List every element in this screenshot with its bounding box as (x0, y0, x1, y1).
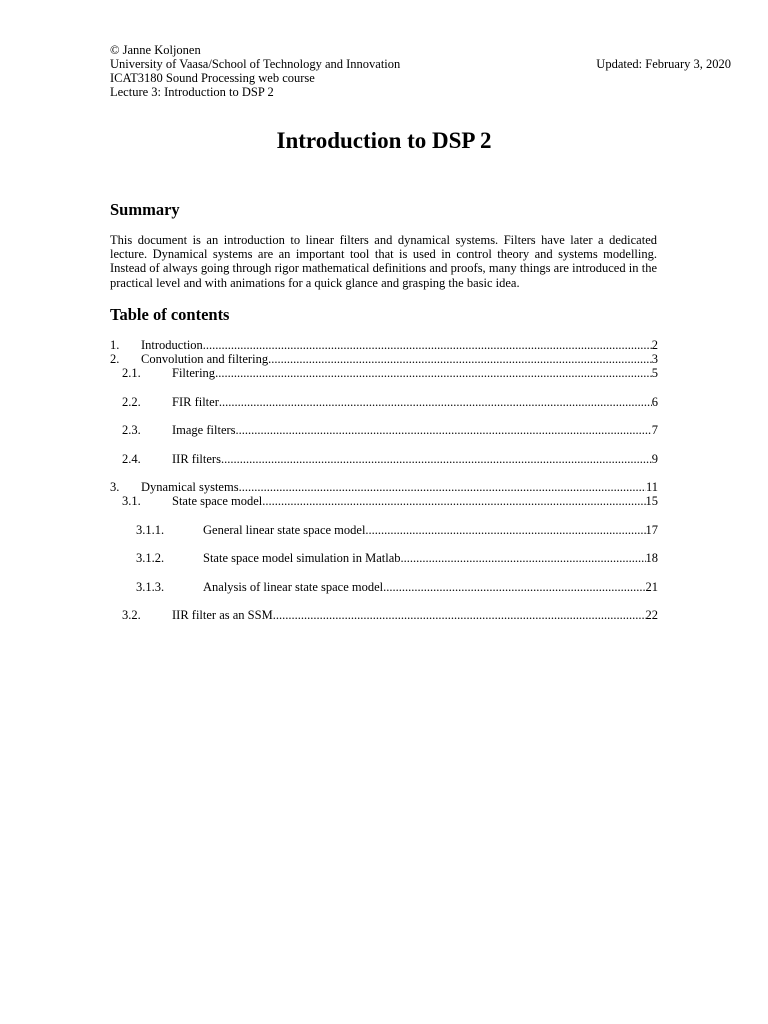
toc-label: Image filters (172, 423, 236, 437)
toc-page: 2 (651, 338, 658, 352)
toc-page: 5 (651, 366, 658, 380)
toc-label: FIR filter (172, 395, 219, 409)
toc-page: 6 (651, 395, 658, 409)
updated-date: Updated: February 3, 2020 (596, 57, 731, 71)
toc-leader (383, 580, 645, 595)
toc-number: 1. (110, 338, 120, 352)
toc-page: 15 (645, 494, 658, 508)
toc-number: 3.1.1. (136, 523, 165, 537)
toc-label: Filtering (172, 366, 216, 380)
toc-leader (221, 452, 652, 467)
toc-label: Introduction (141, 338, 203, 352)
toc-entry[interactable] (110, 338, 658, 353)
toc-page: 11 (645, 480, 658, 494)
toc-page: 7 (651, 423, 658, 437)
toc-label: Analysis of linear state space model (203, 580, 384, 594)
toc-label: General linear state space model (203, 523, 366, 537)
toc-page: 21 (645, 580, 658, 594)
toc-number: 3.1. (122, 494, 141, 508)
toc-entry[interactable] (110, 452, 658, 467)
toc-entry[interactable] (110, 494, 658, 509)
toc-leader (215, 366, 652, 381)
lecture-line: Lecture 3: Introduction to DSP 2 (110, 85, 274, 99)
toc-number: 3.2. (122, 608, 141, 622)
toc-entry[interactable] (110, 352, 658, 367)
toc-label: State space model (172, 494, 263, 508)
toc-leader (268, 352, 652, 367)
toc-page: 9 (651, 452, 658, 466)
copyright-line: © Janne Koljonen (110, 43, 201, 57)
university-line: University of Vaasa/School of Technology and Innovation (110, 57, 401, 71)
document-title: Introduction to DSP 2 (276, 128, 492, 153)
summary-text: This document is an introduction to linear filters and dynamical systems. Filters have later a dedicated lecture. Dynamical systems are an important tool that is used in control theory and systems modelling. Instead of always going through rigor mathematical definitions and proofs, many things are introduced in the practical level and with animations for a quick glance and grasping the basic idea. (110, 233, 657, 290)
course-line: ICAT3180 Sound Processing web course (110, 71, 315, 85)
toc-number: 2.2. (122, 395, 141, 409)
toc-page: 3 (651, 352, 658, 366)
toc-number: 2.3. (122, 423, 141, 437)
toc-number: 3.1.2. (136, 551, 165, 565)
toc-heading: Table of contents (110, 305, 230, 324)
toc-leader (219, 395, 652, 410)
toc-entry[interactable] (110, 551, 658, 566)
toc-label: Convolution and filtering (141, 352, 269, 366)
toc-label: Dynamical systems (141, 480, 239, 494)
toc-page: 18 (645, 551, 658, 565)
toc-label: IIR filters (172, 452, 221, 466)
toc-entry[interactable] (110, 580, 658, 595)
toc-leader (236, 423, 652, 438)
toc-leader (273, 608, 646, 623)
toc-entry[interactable] (110, 366, 658, 381)
toc-entry[interactable] (110, 523, 658, 538)
toc-leader (365, 523, 645, 538)
toc-label: IIR filter as an SSM (172, 608, 273, 622)
toc-number: 3.1.3. (136, 580, 165, 594)
toc-entry[interactable] (110, 423, 658, 438)
toc-leader (239, 480, 646, 495)
toc-entry[interactable] (110, 480, 658, 495)
summary-heading: Summary (110, 200, 180, 219)
toc-page: 17 (645, 523, 658, 537)
toc-page: 22 (645, 608, 658, 622)
toc-number: 2.1. (122, 366, 141, 380)
toc-number: 2.4. (122, 452, 141, 466)
toc-number: 3. (110, 480, 120, 494)
toc-leader (262, 494, 645, 509)
toc-label: State space model simulation in Matlab (203, 551, 401, 565)
toc-entry[interactable] (110, 608, 658, 623)
toc-entry[interactable] (110, 395, 658, 410)
toc-number: 2. (110, 352, 120, 366)
toc-leader (203, 338, 652, 353)
toc-leader (401, 551, 646, 566)
